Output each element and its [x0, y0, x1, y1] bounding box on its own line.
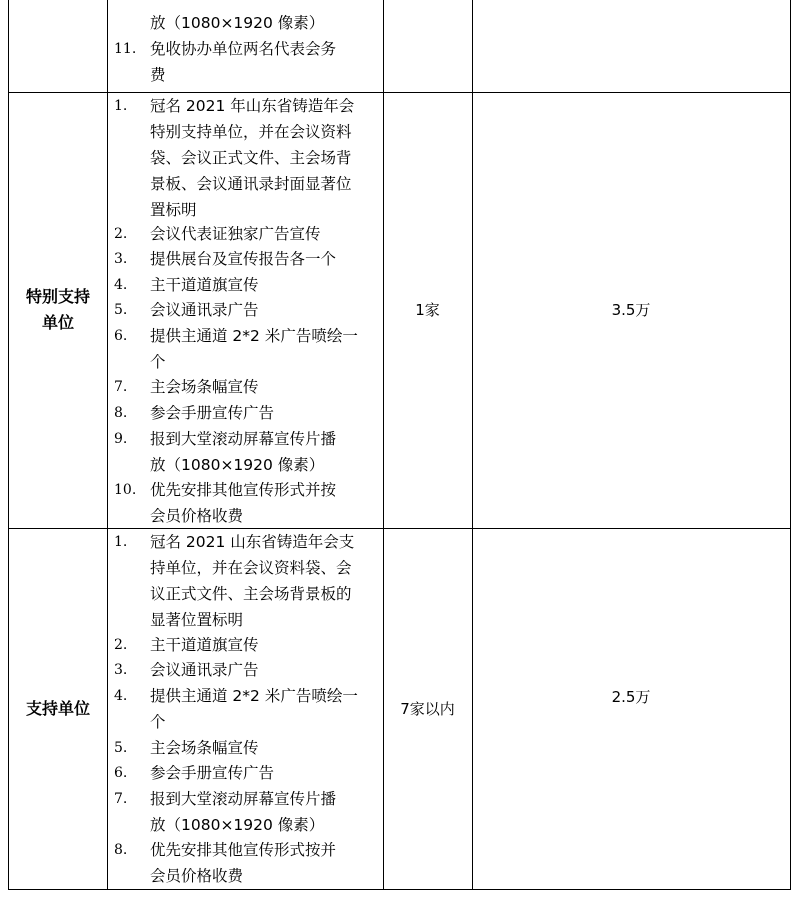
item-number: 4. [114, 688, 128, 704]
list-item [108, 221, 383, 247]
item-text-line: 报到大堂滚动屏幕宣传片播 [150, 790, 337, 808]
list-item [108, 657, 383, 683]
list-item [108, 297, 383, 323]
category-line: 单位 [41, 313, 74, 332]
item-text-line: 提供主通道 2*2 米广告喷绘一 [150, 327, 358, 345]
item-number: 4. [114, 277, 128, 293]
item-text-line: 优先安排其他宣传形式并按 [150, 481, 337, 499]
item-text-line: 个 [150, 713, 166, 731]
tier-price: 2.5万 [611, 688, 651, 706]
tier-category [8, 696, 108, 722]
list-item [108, 93, 383, 223]
item-number: 2. [114, 637, 128, 653]
item-text-line: 会议通讯录广告 [150, 301, 259, 319]
item-text-line: 会议代表证独家广告宣传 [150, 225, 321, 243]
item-text-line: 参会手册宣传广告 [150, 764, 275, 782]
list-item [108, 374, 383, 400]
tier-category [8, 284, 108, 336]
item-number: 8. [114, 842, 128, 858]
item-text-line: 主干道道旗宣传 [150, 276, 259, 294]
tier-quantity: 7家以内 [400, 700, 455, 718]
list-item [108, 272, 383, 298]
list-item [108, 683, 383, 735]
list-item [108, 477, 383, 529]
item-text-line: 景板、会议通讯录封面显著位 [150, 175, 352, 193]
item-text-line: 放（1080×1920 像素） [150, 456, 325, 474]
item-text-line: 提供展台及宣传报告各一个 [150, 250, 337, 268]
tier-quantity: 1家 [415, 301, 440, 319]
item-number: 3. [114, 251, 128, 267]
item-number: 7. [114, 379, 128, 395]
item-text-line: 会员价格收费 [150, 867, 244, 885]
top-row-benefits-cell [108, 0, 383, 92]
item-number: 7. [114, 791, 128, 807]
item-text-line: 持单位，并在会议资料袋、会 [150, 559, 352, 577]
list-item [108, 760, 383, 786]
category-line: 特别支持 [25, 287, 90, 306]
list-item [108, 632, 383, 658]
item-text-line: 放（1080×1920 像素） [150, 816, 325, 834]
item-text-line: 会员价格收费 [150, 507, 244, 525]
list-item [108, 735, 383, 761]
item-text-line: 冠名 2021 山东省铸造年会支 [150, 533, 355, 551]
item-text-line: 提供主通道 2*2 米广告喷绘一 [150, 687, 358, 705]
list-item [108, 837, 383, 889]
list-item [108, 529, 383, 633]
category-line: 支持单位 [25, 699, 90, 718]
item-text-line: 冠名 2021 年山东省铸造年会 [150, 97, 355, 115]
item-text-line: 费 [150, 66, 166, 84]
item-text-line: 显著位置标明 [150, 611, 244, 629]
item-text-line: 免收协办单位两名代表会务 [150, 40, 337, 58]
tier-benefits-cell [108, 93, 383, 528]
item-number: 1. [114, 534, 128, 550]
list-item [108, 246, 383, 272]
item-number: 2. [114, 226, 128, 242]
item-number: 6. [114, 765, 128, 781]
item-number: 9. [114, 431, 128, 447]
item-number: 5. [114, 740, 128, 756]
item-text-line: 参会手册宣传广告 [150, 404, 275, 422]
item-text-line: 置标明 [150, 201, 197, 219]
item-text-line: 放（1080×1920 像素） [150, 14, 325, 32]
item-text-line: 会议通讯录广告 [150, 661, 259, 679]
item-number: 3. [114, 662, 128, 678]
list-item [108, 400, 383, 426]
tier-benefits-cell [108, 529, 383, 889]
item-number: 5. [114, 302, 128, 318]
item-text-line: 主会场条幅宣传 [150, 378, 259, 396]
item-number: 1. [114, 98, 128, 114]
list-item [108, 36, 383, 88]
item-text-line: 主会场条幅宣传 [150, 739, 259, 757]
item-text-line: 个 [150, 353, 166, 371]
item-text-line: 报到大堂滚动屏幕宣传片播 [150, 430, 337, 448]
list-item [108, 426, 383, 478]
tier-price: 3.5万 [611, 301, 651, 319]
item-text-line: 议正式文件、主会场背景板的 [150, 585, 352, 603]
item-text-line: 特别支持单位，并在会议资料 [150, 123, 352, 141]
item-text-line: 袋、会议正式文件、主会场背 [150, 149, 352, 167]
list-item [108, 10, 383, 36]
list-item [108, 323, 383, 375]
item-number: 6. [114, 328, 128, 344]
item-text-line: 优先安排其他宣传形式按并 [150, 841, 337, 859]
item-number: 8. [114, 405, 128, 421]
item-text-line: 主干道道旗宣传 [150, 636, 259, 654]
item-number: 10. [114, 482, 137, 498]
list-item [108, 786, 383, 838]
item-number: 11. [114, 41, 137, 57]
